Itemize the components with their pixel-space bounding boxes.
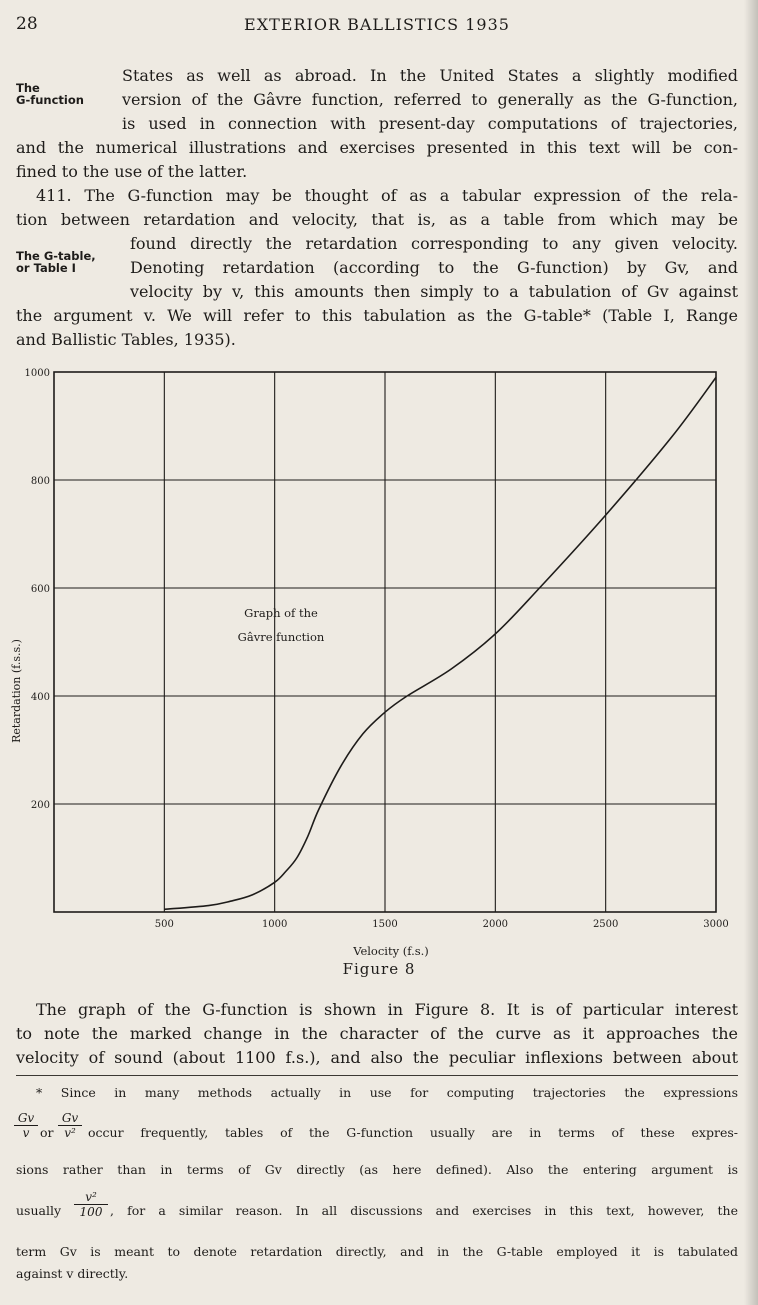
running-title: EXTERIOR BALLISTICS 1935 bbox=[244, 15, 510, 34]
page-header bbox=[16, 14, 738, 40]
y-axis-label: Retardation (f.s.s.) bbox=[10, 639, 23, 743]
x-tick-label: 2500 bbox=[592, 919, 619, 930]
y-tick-label: 200 bbox=[30, 800, 50, 811]
x-tick-label: 500 bbox=[154, 919, 174, 930]
x-tick-label: 1500 bbox=[372, 919, 398, 930]
retardation-velocity-chart bbox=[0, 355, 758, 960]
y-tick-label: 800 bbox=[30, 476, 50, 487]
margin-note-g-function: The G-function bbox=[16, 81, 84, 107]
chart-grid bbox=[54, 372, 716, 912]
fraction-gv-over-v: $\frac{Gv}{v}$ bbox=[14, 1111, 38, 1140]
x-axis-label: Velocity (f.s.) bbox=[353, 944, 429, 958]
chart-ticks bbox=[25, 368, 729, 930]
page-edge-shadow bbox=[744, 0, 758, 1305]
x-tick-label: 2000 bbox=[482, 919, 509, 930]
figure-caption: Figure 8 bbox=[342, 960, 416, 978]
x-tick-label: 1000 bbox=[261, 919, 288, 930]
fraction-v-squared-over-100: $\frac{\text{v²}}{100}$ bbox=[74, 1190, 108, 1219]
page-number: 28 bbox=[16, 14, 38, 34]
book-page: 28 EXTERIOR BALLISTICS 1935 The G-function States as well as abroad. In the United States a slightly modified version of the Gâvre function, referred to generally as the G-function, is used in connection with present-day computations of trajectories, and the numerical illustrations and exercises presented in this text will be con- fined to the use of the latter. The G-table, or Table I 411. The G-function may be thought of as a tabular expression of the rela- tion between retardation and velocity, that is, as a table from which may be found directly the retardation corresponding to any given velocity. Denoting retardation (according to the G-function) by Gv, and velocity by v, this amounts then simply to a tabulation of Gv against the argument v. We will refer to this tabulation as the G-table* (Table I, Range and Ballistic Tables, 1935). 500 1000 1500 2000 2500 3000 200 400 600 800 1000 Graph of the Gâvre function Velocity (f.s.) Retardation (f.s.s.) Figure 8 The graph of the G-function is shown in Figure 8. It is of particular interest to note the marked change in the character of the curve as it approaches the velocity of sound (about 1100 f.s.), and also the peculiar inflexions between about * Since in many methods actually in use for computing trajectories the expressions $\frac{Gv}{v}$ or $\frac{Gv}{\text{v²}}$ occur frequently, tables of the G-function usually are in terms of these expres- sions rather than in terms of Gv directly (as here defined). Also the entering argument is usually $\frac{\text{v²}}{100}$ , for a similar reason. In all discussions and exercises in this text, however, the term Gv is meant to denote retardation directly, and in the G-table employed it is tabulated against v directly. bbox=[0, 0, 758, 1305]
curve-annotation-line2: Gâvre function bbox=[237, 630, 325, 644]
footnote-rule bbox=[16, 1075, 738, 1076]
x-tick-label: 3000 bbox=[703, 919, 729, 930]
y-tick-label: 400 bbox=[30, 692, 50, 703]
fraction-gv-over-v-squared: $\frac{Gv}{\text{v²}}$ bbox=[58, 1111, 82, 1140]
y-tick-label: 1000 bbox=[24, 368, 50, 379]
y-tick-label: 600 bbox=[30, 584, 50, 595]
curve-annotation-line1: Graph of the bbox=[244, 606, 318, 620]
margin-note-g-table: The G-table, or Table I bbox=[16, 249, 96, 275]
